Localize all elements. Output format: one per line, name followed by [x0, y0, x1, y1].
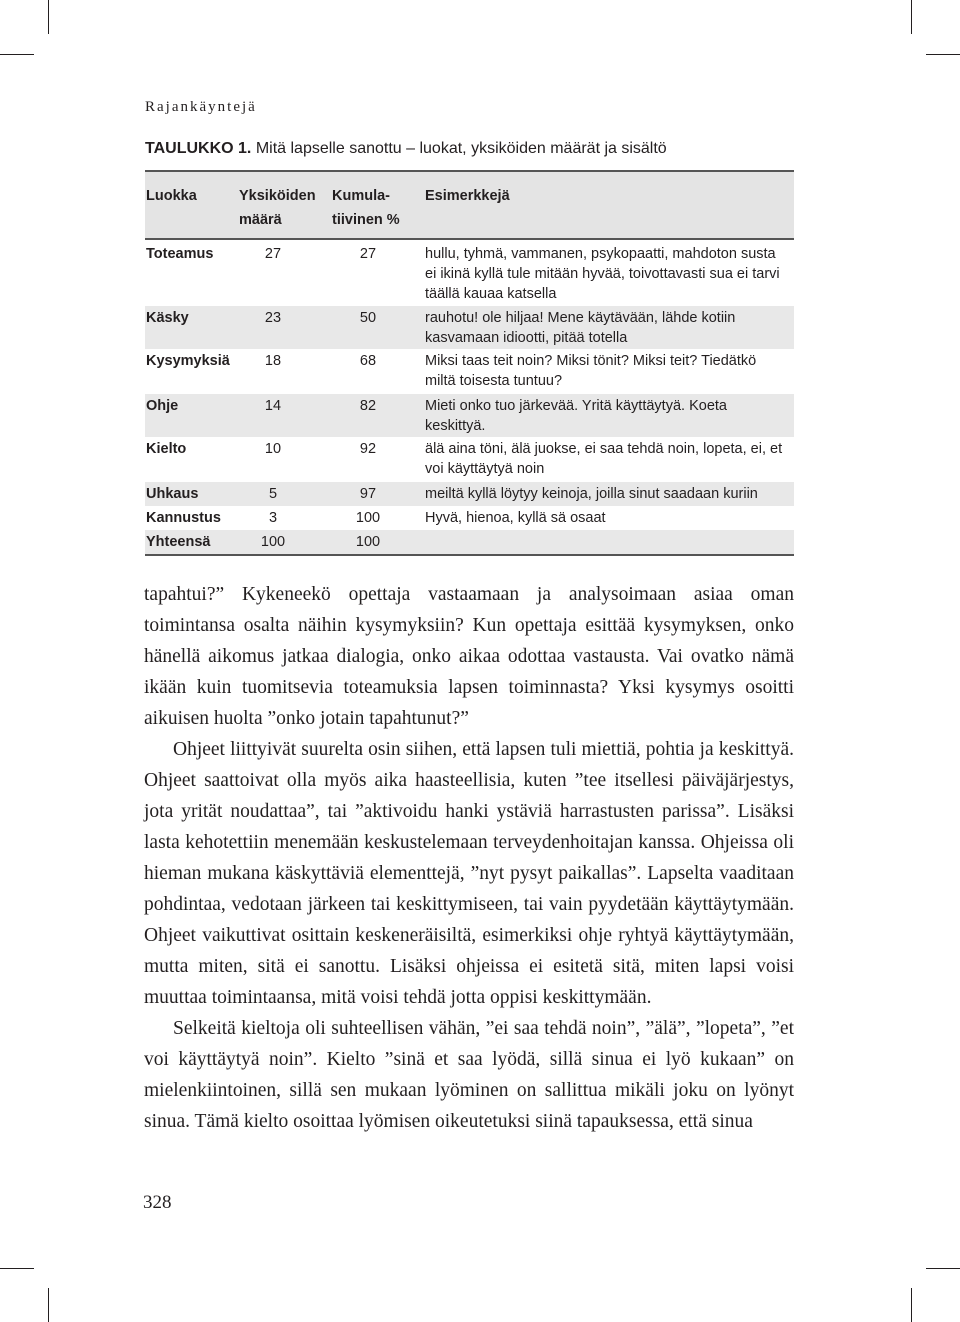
cell-luokka: Käsky [146, 310, 189, 326]
cell-maara: 5 [268, 486, 278, 502]
cell-esimerkit: älä aina töni, älä juokse, ei saa tehdä noin, lopeta, ei, et voi käyttäytyä noin [425, 441, 783, 477]
header-tiivinen: tiivinen % [332, 212, 400, 228]
cell-maara: 18 [264, 353, 282, 369]
crop-mark [0, 54, 34, 55]
running-head: Rajankäyntejä [145, 99, 257, 115]
cell-kumulatiivinen: 50 [359, 310, 377, 326]
crop-mark [48, 1288, 49, 1322]
cell-maara: 27 [264, 246, 282, 262]
crop-mark [926, 1268, 960, 1269]
paragraph: Selkeitä kieltoja oli suhteellisen vähän, ”ei saa tehdä noin”, ”älä”, ”lopeta”, ”et voi käyttäytyä noin”. Kielto ”sinä et saa lyödä, sillä sinua ei lyö kukaan” on mielenkiintoinen, sillä sen mukaan lyöminen on sallittua mikäli joku on lyönyt sinua. Tämä kielto osoittaa lyömisen oikeutetuksi siinä tapauksessa, että sinua [144, 1018, 794, 1132]
header-luokka: Luokka [146, 188, 197, 204]
table-row [145, 506, 794, 530]
cell-esimerkit: Miksi taas teit noin? Miksi tönit? Miksi teit? Tiedätkö miltä toisesta tuntuu? [425, 353, 757, 389]
crop-mark [911, 0, 912, 34]
cell-kumulatiivinen: 97 [359, 486, 377, 502]
table-row [145, 394, 794, 437]
table-header [145, 172, 794, 240]
cell-maara: 14 [264, 398, 282, 414]
table-row [145, 482, 794, 506]
header-maara: määrä [239, 212, 282, 228]
cell-luokka: Uhkaus [146, 486, 199, 502]
crop-mark [911, 1288, 912, 1322]
cell-kumulatiivinen: 100 [355, 510, 381, 526]
table-row [145, 306, 794, 349]
cell-maara: 100 [260, 534, 286, 550]
data-table [145, 170, 794, 556]
cell-kumulatiivinen: 82 [359, 398, 377, 414]
table-caption [145, 140, 667, 158]
paragraph: Ohjeet liittyivät suurelta osin siihen, että lapsen tuli miettiä, pohtia ja keskittyä. Ohjeet saattoivat olla myös aika haasteellisia, kuten ”tee itsellesi päiväjärjestys, jota yrität noudattaa”, tai ”aktivoidu hanki ystäviä harrastusten parissa”. Lisäksi lasta kehotettiin menemään keskustelemaan terveydenhoitajan kanssa. Ohjeissa oli hieman mukana käskyttäviä elementtejä, ”nyt pysyt paikallas”. Lapselta vaaditaan pohdintaa, vedotaan järkeen tai keskittymiseen, tai vain pyydetään käyttäytymään. Ohjeet vaikuttivat osittain keskeneräisiltä, esimerkiksi ohje ryhtyä käyttäytymään, mutta miten, sitä ei sanottu. Lisäksi ohjeissa ei esitetä sitä, miten lapsi voisi muuttaa toimintaansa, mitä voisi tehdä jotta oppisi keskittymään. [144, 739, 794, 1008]
caption-text: Mitä lapselle sanottu – luokat, yksiköiden määrät ja sisältö [255, 140, 667, 157]
cell-esimerkit: meiltä kyllä löytyy keinoja, joilla sinut saadaan kuriin [425, 486, 758, 502]
cell-esimerkit: rauhotu! ole hiljaa! Mene käytävään, lähde kotiin kasvamaan idiootti, pitää totella [425, 310, 736, 346]
header-yksikoiden: Yksiköiden [239, 188, 316, 204]
cell-esimerkit: Mieti onko tuo järkevää. Yritä käyttäytyä. Koeta keskittyä. [425, 398, 727, 434]
page-number: 328 [143, 1192, 172, 1213]
cell-esimerkit: Hyvä, hienoa, kyllä sä osaat [425, 510, 606, 526]
cell-luokka: Yhteensä [146, 534, 211, 550]
table-row [145, 240, 794, 306]
cell-luokka: Ohje [146, 398, 179, 414]
crop-mark [48, 0, 49, 34]
cell-luokka: Kannustus [146, 510, 221, 526]
cell-maara: 10 [264, 441, 282, 457]
body-text [144, 579, 794, 1137]
cell-maara: 23 [264, 310, 282, 326]
caption-label: TAULUKKO 1. [145, 140, 252, 157]
header-kumula: Kumula- [332, 188, 390, 204]
cell-luokka: Kielto [146, 441, 187, 457]
paragraph: tapahtui?” Kykeneekö opettaja vastaamaan ja analysoimaan asiaa oman toimintansa osalta näihin kysymyksiin? Kun opettaja esittää kysymyksen, onko hänellä aikomus jatkaa dialogia, onko aikaa odottaa vastausta. Vai ovatko nämä ikään kuin tuomitsevia toteamuksia lapsen toiminnasta? Yksi kysymys osoitti aikuisen huolta ”onko jotain tapahtunut?” [144, 584, 794, 729]
table-row [145, 437, 794, 482]
cell-maara: 3 [268, 510, 278, 526]
cell-esimerkit: hullu, tyhmä, vammanen, psykopaatti, mahdoton susta ei ikinä kyllä tule mitään hyvää, toivottavasti sua ei tarvi täällä kauaa katsella [425, 246, 780, 302]
cell-kumulatiivinen: 100 [355, 534, 381, 550]
cell-luokka: Toteamus [146, 246, 214, 262]
crop-mark [0, 1268, 34, 1269]
cell-kumulatiivinen: 27 [359, 246, 377, 262]
crop-mark [926, 54, 960, 55]
cell-kumulatiivinen: 68 [359, 353, 377, 369]
header-esimerkkeja: Esimerkkejä [425, 188, 510, 204]
cell-kumulatiivinen: 92 [359, 441, 377, 457]
table-row [145, 349, 794, 394]
table-row [145, 530, 794, 554]
cell-luokka: Kysymyksiä [146, 353, 230, 369]
